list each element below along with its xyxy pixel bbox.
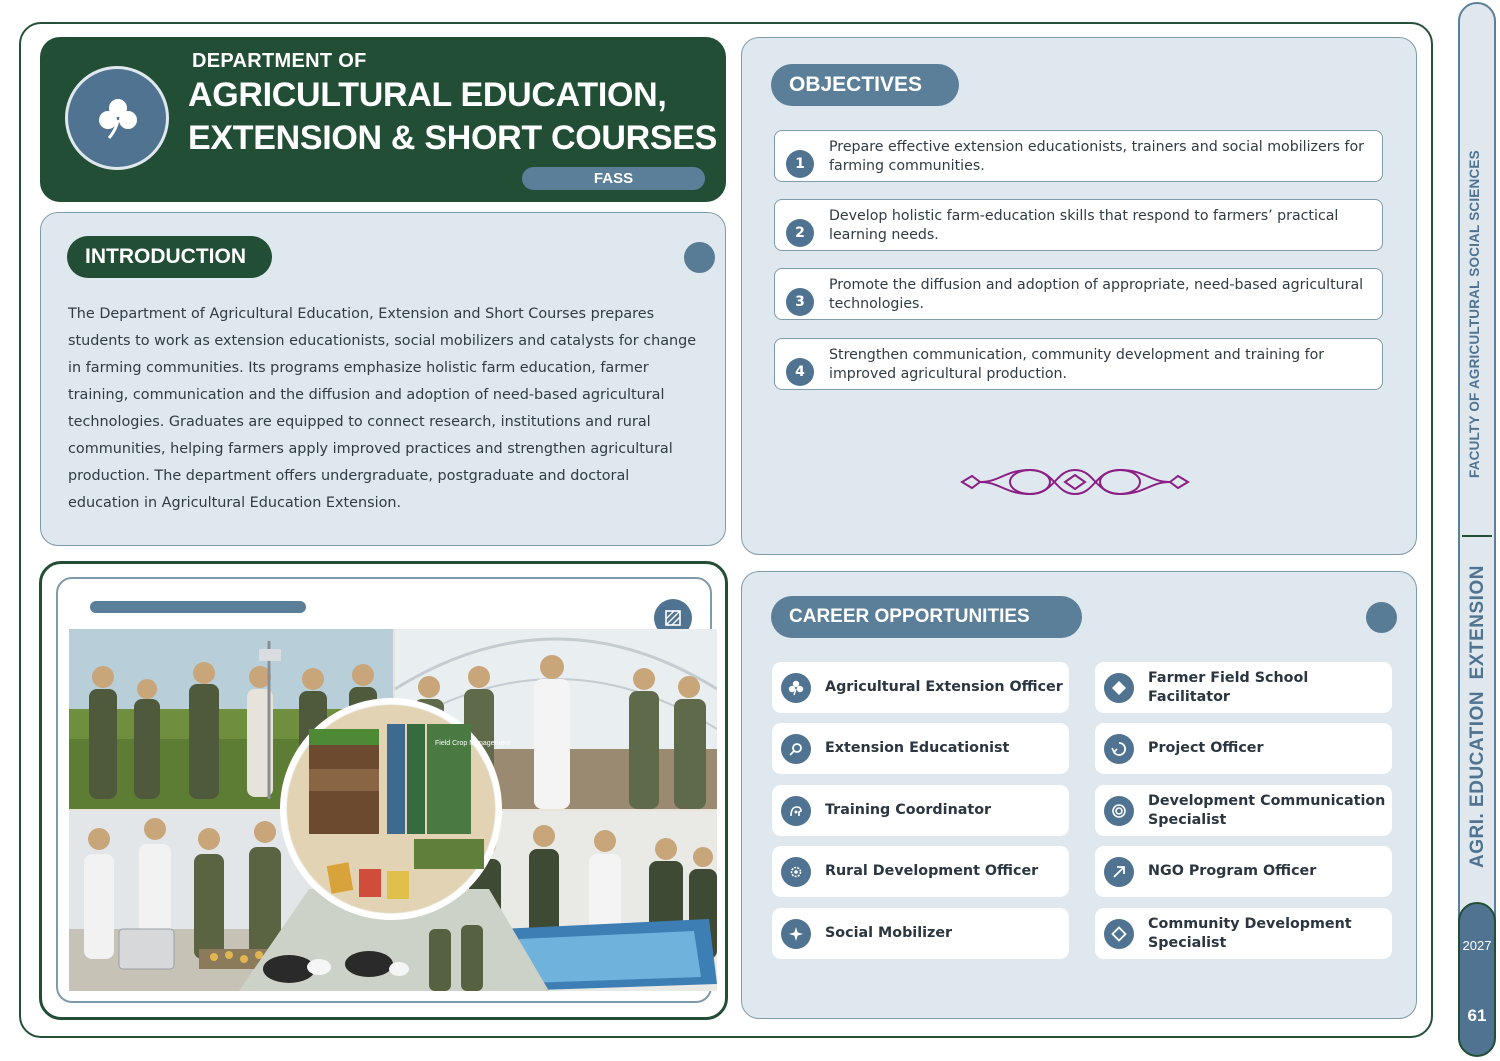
hatched-square-icon <box>665 610 681 626</box>
objective-text: Prepare effective extension educationists, trainers and social mobilizers for farming communities. <box>829 139 1364 174</box>
year-label: 2027 <box>1462 938 1492 953</box>
career-label: NGO Program Officer <box>1148 863 1317 879</box>
career-label: Social Mobilizer <box>825 925 953 941</box>
objective-number: 1 <box>786 150 814 178</box>
decorative-dot <box>684 242 715 273</box>
career-label: Farmer Field School Facilitator <box>1148 669 1309 705</box>
diamond-icon <box>1111 680 1127 696</box>
objective-number: 4 <box>786 358 814 386</box>
introduction-body: The Department of Agricultural Education, Extension and Short Courses prepares students to work as extension educationists, social mobilizers and catalysts for change in farming communities. Its programs emphasize holistic farm education, farmer training, communication and the diffusion and adoption of need-based agricultural technologies. Graduates are equipped to connect research, institutions and rural communities, helping farmers apply improved practices and strengthen agricultural production. The department offers undergraduate, postgraduate and doctoral education in Agricultural Education Extension. <box>68 306 697 511</box>
department-kicker: DEPARTMENT OF <box>192 50 367 72</box>
clover-icon <box>788 680 804 696</box>
page-number: 61 <box>1467 1006 1487 1025</box>
decorative-dot <box>1366 602 1397 633</box>
ornament-divider <box>960 462 1190 502</box>
career-item <box>772 908 1069 959</box>
recycle-icon <box>1111 741 1127 757</box>
target-icon <box>1111 803 1127 819</box>
photo-collage <box>69 629 717 991</box>
faculty-label: FACULTY OF AGRICULTURAL SOCIAL SCIENCES <box>1467 150 1482 478</box>
introduction-heading: INTRODUCTION <box>67 236 272 278</box>
clover-icon <box>97 96 139 140</box>
objective-text: Promote the diffusion and adoption of appropriate, need-based agricultural technologies. <box>829 277 1364 312</box>
arrow-up-right-icon <box>1111 864 1127 880</box>
career-item <box>1095 785 1392 836</box>
career-label: Extension Educationist <box>825 740 1010 756</box>
career-item <box>1095 846 1392 897</box>
gear-icon <box>788 864 804 880</box>
fass-badge: FASS <box>522 167 705 190</box>
book-label: Field Crop Management <box>435 740 511 747</box>
side-footer-tab <box>1458 902 1496 1057</box>
star-icon <box>788 926 804 942</box>
career-label: Community Development Specialist <box>1148 915 1352 951</box>
department-title: AGRICULTURAL EDUCATION, EXTENSION & SHORT COURSES <box>188 76 718 157</box>
objectives-heading: OBJECTIVES <box>771 64 959 106</box>
career-label: Training Coordinator <box>825 802 992 818</box>
side-divider <box>1462 535 1492 537</box>
career-item <box>772 662 1069 713</box>
collage-illustration <box>69 629 717 991</box>
career-item <box>772 846 1069 897</box>
career-label: Rural Development Officer <box>825 863 1039 879</box>
career-item <box>1095 908 1392 959</box>
career-label: Project Officer <box>1148 740 1264 756</box>
search-icon <box>788 741 804 757</box>
department-short-label: AGRI. EDUCATION EXTENSION <box>1467 565 1488 868</box>
department-logo <box>65 66 169 170</box>
diamond-outline-icon <box>1111 926 1127 942</box>
objective-text: Develop holistic farm-education skills that respond to farmers’ practical learning needs. <box>829 208 1339 243</box>
photo-caption-bar <box>90 601 306 613</box>
careers-heading: CAREER OPPORTUNITIES <box>771 596 1082 638</box>
career-item <box>1095 662 1392 713</box>
person-icon <box>788 803 804 819</box>
career-label: Agricultural Extension Officer <box>825 679 1063 695</box>
career-item <box>1095 723 1392 774</box>
objective-number: 3 <box>786 288 814 316</box>
objective-text: Strengthen communication, community development and training for improved agricultural production. <box>829 347 1325 382</box>
objective-number: 2 <box>786 219 814 247</box>
career-label: Development Communication Specialist <box>1148 792 1386 828</box>
career-item <box>772 785 1069 836</box>
career-item <box>772 723 1069 774</box>
